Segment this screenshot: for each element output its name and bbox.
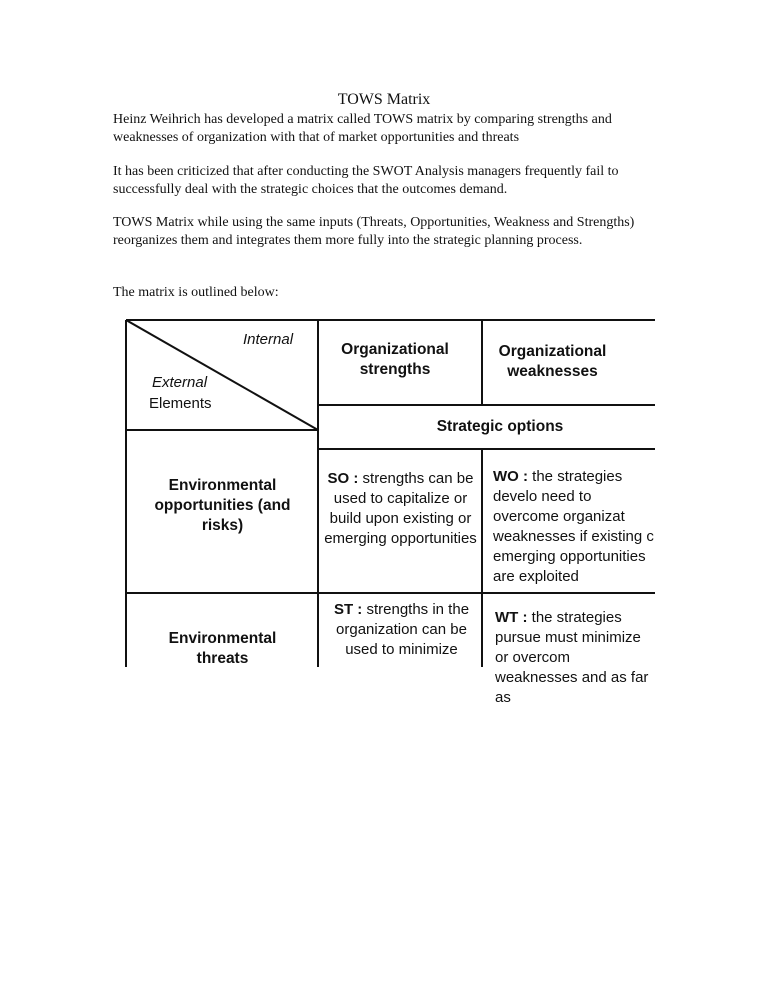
cell-so-code: SO :: [327, 470, 359, 487]
cell-so-text: strengths can be used to capitalize or build upon existing or emerging opportunities: [324, 470, 477, 547]
cell-wo-code: WO :: [493, 468, 528, 485]
matrix-intro-paragraph: The matrix is outlined below:: [113, 285, 279, 300]
cell-so: [322, 469, 479, 549]
column-header-strengths: Organizational strengths: [341, 341, 449, 378]
cell-st-text: strengths in the organization can be used to minimize: [336, 601, 470, 658]
corner-external-label: External: [152, 374, 208, 391]
cell-wo-text: the strategies develo need to overcome organizat weaknesses if existing c emerging opportunities are exploited: [493, 468, 654, 585]
cell-wt-text: the strategies pursue must minimize or overcom weaknesses and as far as: [495, 609, 649, 706]
strategic-options-label: Strategic options: [436, 418, 564, 435]
cell-wt: [485, 608, 655, 708]
intro-paragraph: Heinz Weihrich has developed a matrix called TOWS matrix by comparing strengths and weaknesses of organization with that of market opportunities and threats: [113, 112, 612, 145]
row-header-opportunities: Environmental opportunities (and risks): [154, 477, 291, 534]
cell-st-code: ST :: [333, 601, 363, 618]
row-header-threats: Environmental threats: [168, 630, 277, 667]
corner-internal-label: Internal: [243, 331, 294, 348]
tows-matrix-figure: [125, 319, 655, 706]
tows-description-paragraph: TOWS Matrix while using the same inputs (Threats, Opportunities, Weakness and Strengths) reorganizes them and integrates them more fully into the strategic planning process.: [113, 215, 635, 248]
column-header-weaknesses: Organizational weaknesses: [498, 343, 607, 380]
cell-wo: [485, 467, 655, 587]
document-title: TOWS Matrix: [337, 91, 431, 108]
criticism-paragraph: It has been criticized that after conducting the SWOT Analysis managers frequently fail to successfully deal with the strategic choices that the outcomes demand.: [113, 164, 619, 197]
cell-wt-code: WT :: [495, 609, 528, 626]
cell-st: [325, 600, 478, 660]
corner-elements-label: Elements: [149, 395, 212, 412]
